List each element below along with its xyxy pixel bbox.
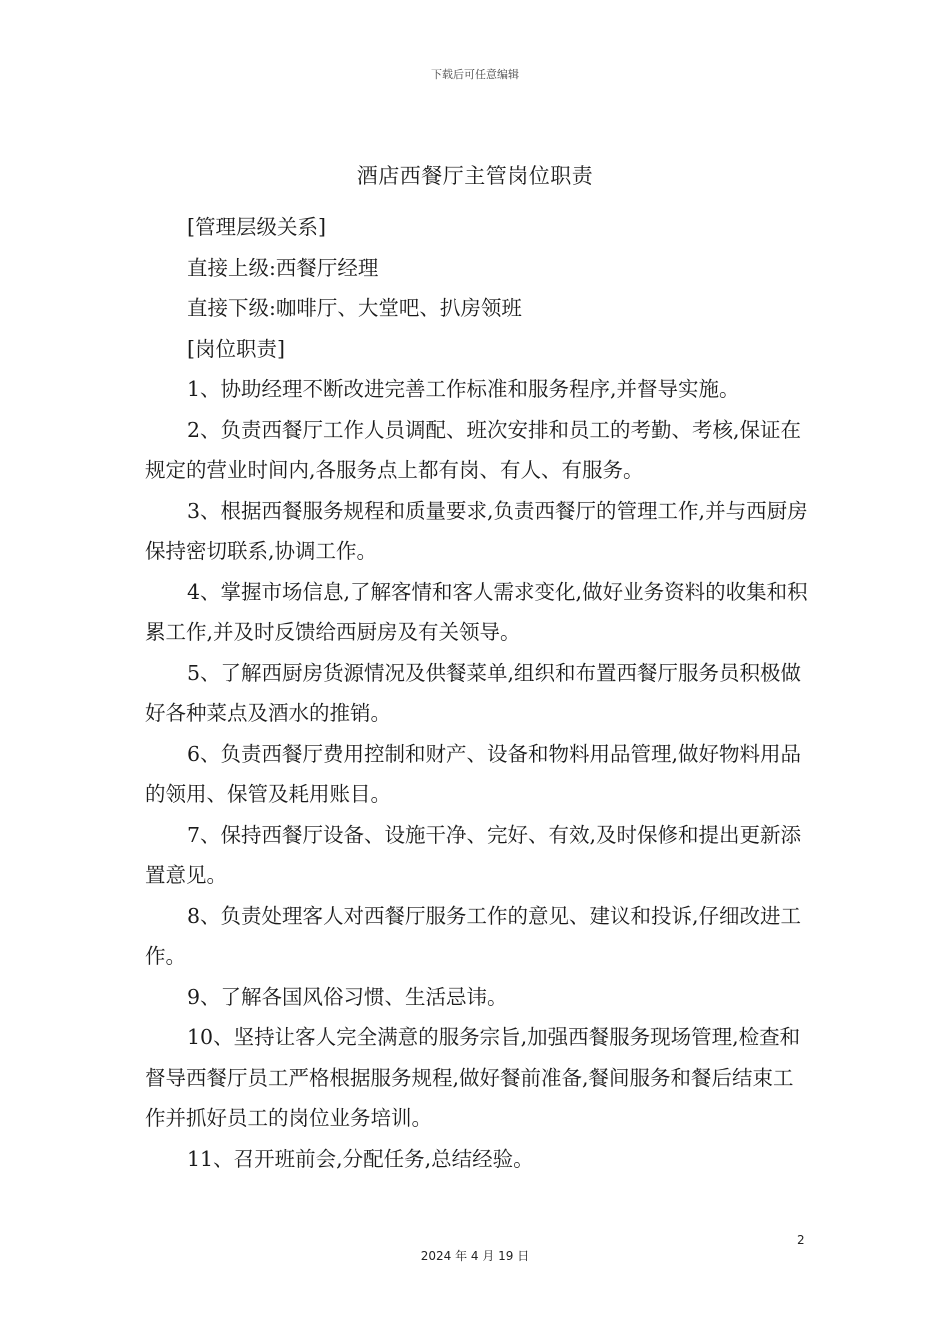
- duty-item: 2、负责西餐厅工作人员调配、班次安排和员工的考勤、考核,保证在规定的营业时间内,各服务点上都有岗、有人、有服务。: [145, 417, 802, 482]
- page-number: 2: [797, 1233, 805, 1247]
- duty-item: 9、了解各国风俗习惯、生活忌讳。: [187, 984, 508, 1009]
- duty-item: 6、负责西餐厅费用控制和财产、设备和物料用品管理,做好物料用品的领用、保管及耗用账目。: [145, 741, 802, 806]
- duty-item: 1、协助经理不断改进完善工作标准和服务程序,并督导实施。: [187, 377, 740, 401]
- duty-item: 4、掌握市场信息,了解客情和客人需求变化,做好业务资料的收集和积累工作,并及时反馈给西厨房及有关领导。: [145, 579, 808, 644]
- section-heading-hierarchy: [管理层级关系]: [187, 215, 326, 239]
- duty-item: 3、根据西餐服务规程和质量要求,负责西餐厅的管理工作,并与西厨房保持密切联系,协调工作。: [145, 498, 808, 563]
- duty-item: 11、召开班前会,分配任务,总结经验。: [187, 1146, 534, 1171]
- document-title: 酒店西餐厅主管岗位职责: [356, 164, 594, 188]
- direct-superior-line: 直接上级:西餐厅经理: [187, 255, 379, 280]
- document-body: [145, 207, 810, 1179]
- header-note: 下载后可任意编辑: [431, 68, 519, 81]
- section-heading-duties: [岗位职责]: [187, 336, 285, 361]
- footer-date: 2024 年 4 月 19 日: [420, 1249, 530, 1263]
- duty-item: 5、了解西厨房货源情况及供餐菜单,组织和布置西餐厅服务员积极做好各种菜点及酒水的推销。: [145, 660, 802, 725]
- direct-subordinate-line: 直接下级:咖啡厅、大堂吧、扒房领班: [187, 296, 522, 320]
- duty-item: 10、坚持让客人完全满意的服务宗旨,加强西餐服务现场管理,检查和督导西餐厅员工严格根据服务规程,做好餐前准备,餐间服务和餐后结束工作并抓好员工的岗位业务培训。: [145, 1025, 801, 1130]
- duty-item: 7、保持西餐厅设备、设施干净、完好、有效,及时保修和提出更新添置意见。: [145, 822, 802, 887]
- duty-item: 8、负责处理客人对西餐厅服务工作的意见、建议和投诉,仔细改进工作。: [145, 903, 802, 968]
